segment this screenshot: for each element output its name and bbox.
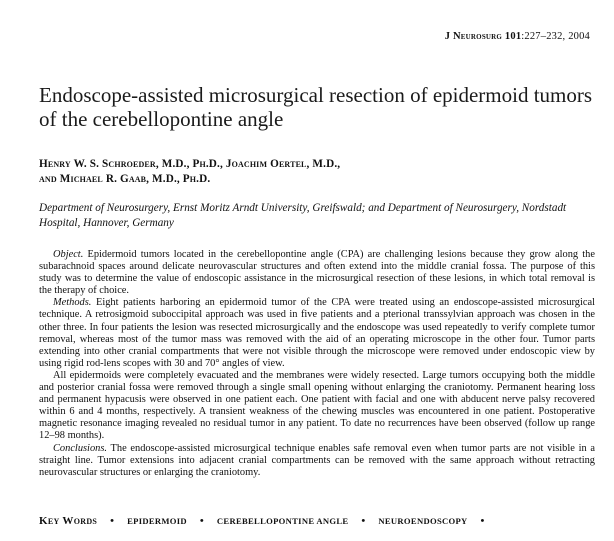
journal-citation (445, 31, 590, 42)
keyword-neuroendoscopy: NEUROENDOSCOPY (378, 516, 468, 526)
conclusions-label: Conclusions. (53, 442, 107, 454)
keyword-epidermoid: EPIDERMOID (127, 516, 187, 526)
article-title: Endoscope-assisted microsurgical resection of epidermoid tumors of the cerebellopontine angle (39, 83, 593, 131)
abstract-results: All epidermoids were completely evacuated and the membranes were widely resected. Large tumors occupying both the middle and posterior cranial fossa were removed through a single small opening without enlarging the craniotomy. Permanent hearing loss and permanent hypacusis were observed in one patient each. One patient with facial and one with abducent nerve palsy recovered within 6 and 4 months, respectively. A transient weakness of the chewing muscles was encountered in one patient. Postoperative magnetic resonance imaging revealed no residual tumor in any patient. To date no recurrences have been observed (follow up range 12–98 months). (39, 369, 595, 442)
abstract-conclusions (39, 443, 595, 479)
journal-name: J Neurosurg (444, 31, 503, 42)
methods-text: Eight patients harboring an epidermoid tumor of the CPA were treated using an endoscope-assisted microsurgical technique. A retrosigmoid suboccipital approach was used in five patients and a pterional transsylvian approach was chosen in the other three. In four patients the lesion was resected microsurgically and the endoscope was used repeatedly to verify complete tumor removal, whereas most of the tumor mass was removed with the aid of an operating microscope in the other four. Tumor parts extending into other cranial compartments that were not visible through the microscope were removed under endoscopic view by using rigid rod-lens scopes with 30 and 70° angles of view. (39, 297, 595, 369)
abstract-methods (39, 297, 595, 370)
abstract-object (39, 249, 595, 297)
keywords-line (39, 515, 599, 527)
object-label: Object. (53, 249, 84, 260)
object-text: Epidermoid tumors located in the cerebellopontine angle (CPA) are challenging lesions because they grow along the subarachnoid spaces around delicate neurovascular structures and often extend into the middle cranial fossa. The purpose of this study was to determine the value of endoscopic assistance in the microsurgical resection of these lesions, in which total removal is the therapy of choice. (39, 249, 595, 297)
keywords-label: Key Words (39, 515, 98, 527)
abstract (39, 249, 595, 479)
keyword-separator: • (199, 515, 205, 527)
author-list (39, 157, 599, 187)
journal-pages: :227–232, 2004 (521, 31, 590, 42)
keyword-separator: • (480, 515, 485, 527)
methods-label: Methods. (53, 297, 92, 309)
authors-line-2: and Michael R. Gaab, M.D., Ph.D. (39, 173, 211, 185)
keyword-separator: • (361, 515, 366, 527)
keyword-cerebellopontine-angle: CEREBELLOPONTINE ANGLE (216, 516, 349, 526)
keyword-separator: • (110, 515, 115, 527)
authors-line-1: Henry W. S. Schroeder, M.D., Ph.D., Joachim Oertel, M.D., (39, 158, 341, 170)
affiliation: Department of Neurosurgery, Ernst Moritz Arndt University, Greifswald; and Department of Neurosurgery, Nordstadt Hospital, Hannover, Germany (39, 202, 567, 229)
journal-volume: 101 (504, 31, 522, 42)
conclusions-text: The endoscope-assisted microsurgical technique enables safe removal even when tumor parts are not visible in a straight line. Tumor extensions into adjacent cranial compartments can be removed with the same approach without retracting neurovascular structures or enlarging the craniotomy. (39, 442, 595, 478)
